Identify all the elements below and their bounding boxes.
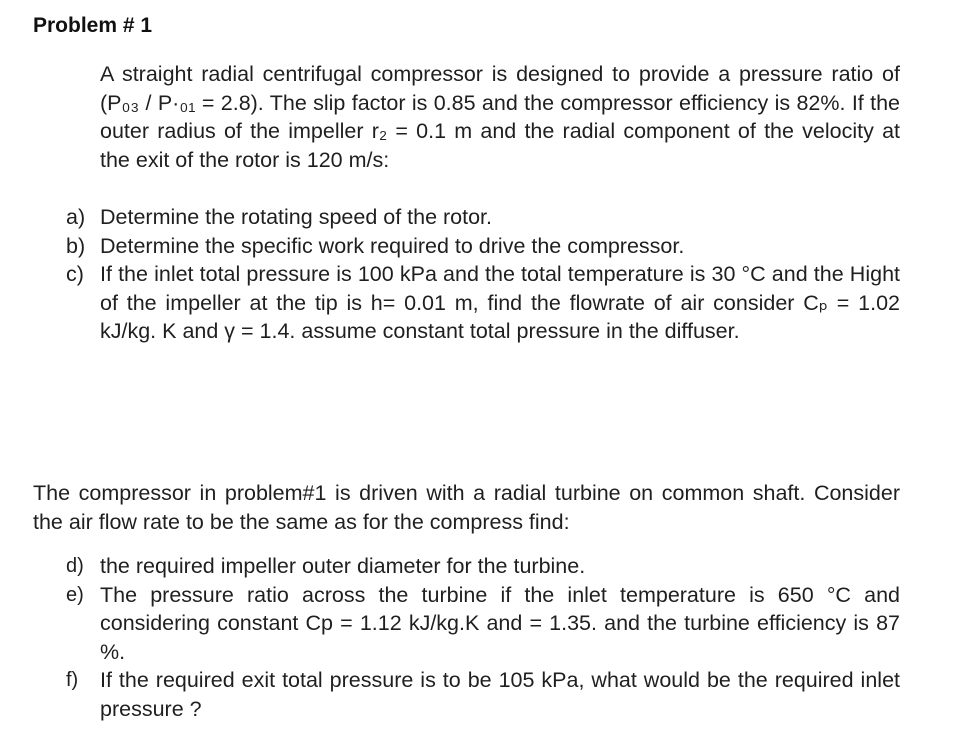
list-item [66, 260, 900, 346]
item-text: the required impeller outer diameter for the turbine. [100, 554, 586, 578]
item-marker: f) [66, 669, 79, 691]
list-item [66, 203, 900, 232]
problem-statement: A straight radial centrifugal compressor is designed to provide a pressure ratio of (P₀₃ / P·₀₁ = 2.8). The slip factor is 0.85 and the compressor efficiency is 82%. If the outer radius of the impeller r₂ = 0.1 m and the radial component of the velocity at the exit of the rotor is 120 m/s: [100, 62, 900, 172]
item-marker: e) [66, 583, 84, 606]
item-marker: c) [66, 262, 84, 286]
problem-title: Problem # 1 [33, 14, 153, 37]
turbine-statement: The compressor in problem#1 is driven with a radial turbine on common shaft. Consider the air flow rate to be the same as for the compress find: [33, 481, 900, 534]
item-text: If the required exit total pressure is to be 105 kPa, what would be the required inlet pressure ? [100, 668, 900, 721]
list-item [66, 552, 900, 581]
question-list-part2 [66, 552, 900, 723]
item-marker: a) [66, 205, 86, 229]
item-text: Determine the specific work required to drive the compressor. [100, 233, 685, 258]
item-marker: b) [66, 233, 86, 258]
item-text: Determine the rotating speed of the rotor. [100, 205, 493, 229]
question-list-part1 [66, 203, 900, 346]
list-item [66, 232, 900, 261]
item-text: The pressure ratio across the turbine if the inlet temperature is 650 °C and considering constant Cp = 1.12 kJ/kg.K and = 1.35. and the turbine efficiency is 87 %. [100, 582, 900, 664]
item-text: If the inlet total pressure is 100 kPa and the total temperature is 30 °C and the Hight of the impeller at the tip is h= 0.01 m, find the flowrate of air consider Cₚ = 1.02 kJ/kg. K and γ = 1.4. assume constant total pressure in the diffuser. [100, 262, 900, 343]
list-item [66, 581, 900, 667]
item-marker: d) [66, 555, 84, 577]
list-item [66, 666, 900, 723]
